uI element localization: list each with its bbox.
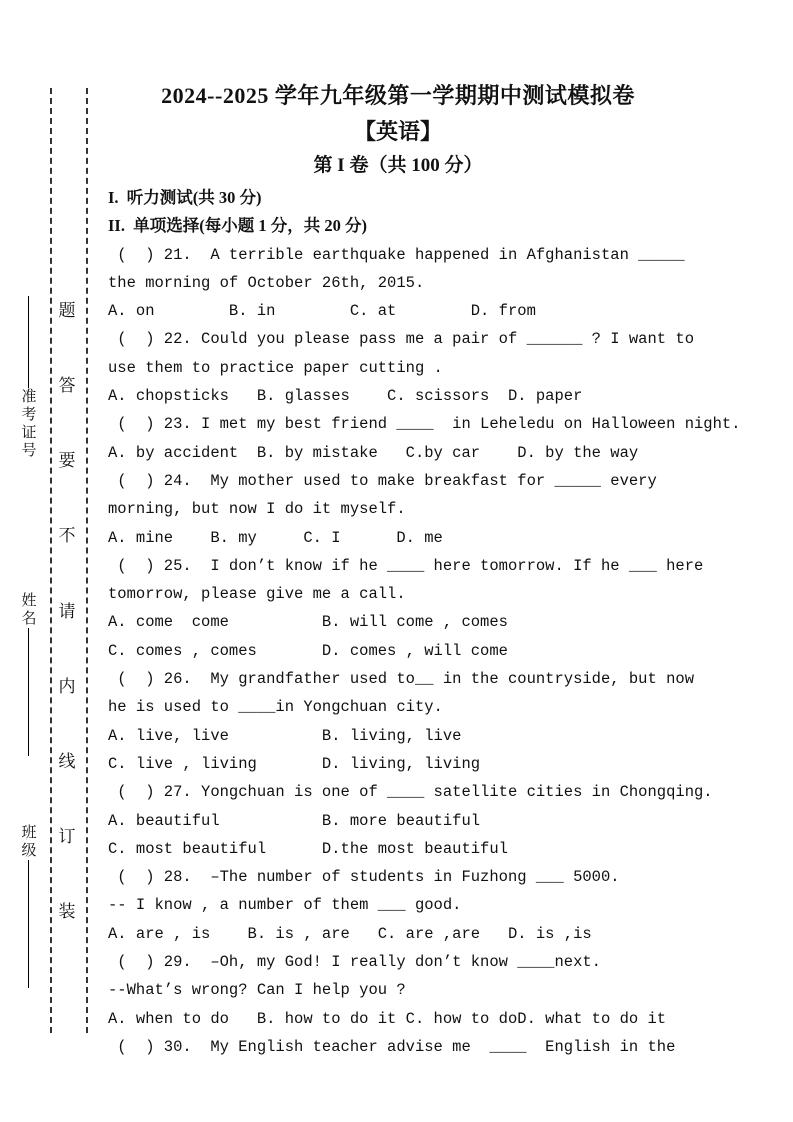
option-line: A. are , is B. is , are C. are ,are D. is ,is (108, 924, 592, 943)
seal-char: 订 (58, 826, 76, 846)
seal-char: 答 (58, 376, 76, 396)
question-line: ( ) 22. Could you please pass me a pair of ______ ? I want to (108, 330, 694, 349)
field-label-name: 姓名 (19, 592, 36, 628)
question-line: ( ) 24. My mother used to make breakfast for _____ every (108, 471, 657, 490)
option-line: C. live , living D. living, living (108, 754, 481, 773)
option-line: A. live, live B. living, live (108, 726, 462, 745)
exam-body (108, 184, 780, 1061)
question-line: ( ) 28. –The number of students in Fuzhong ___ 5000. (108, 868, 620, 887)
question-continuation-line: morning, but now I do it myself. (108, 500, 406, 519)
question-line: ( ) 23. I met my best friend ____ in Leheledu on Halloween night. (108, 415, 741, 434)
option-line: A. chopsticks B. glasses C. scissors D. paper (108, 387, 583, 406)
seal-char: 装 (58, 902, 76, 921)
option-line: C. comes , comes D. comes , will come (108, 641, 508, 660)
exam-header (108, 78, 688, 182)
seal-char: 内 (58, 676, 76, 696)
field-label-class: 班级 (19, 824, 36, 860)
option-line: A. on B. in C. at D. from (108, 302, 536, 321)
question-continuation-line: --What’s wrong? Can I help you ? (108, 981, 406, 1000)
question-continuation-line: tomorrow, please give me a call. (108, 585, 406, 604)
question-line: ( ) 25. I don’t know if he ____ here tomorrow. If he ___ here (108, 556, 704, 575)
option-line: A. when to do B. how to do it C. how to doD. what to do it (108, 1009, 667, 1028)
section-heading: I. 听力测试(共 30 分) (108, 188, 262, 207)
exam-number-field (15, 296, 41, 460)
question-line: ( ) 21. A terrible earthquake happened in Afghanistan _____ (108, 245, 685, 264)
seal-char: 要 (58, 451, 76, 471)
exam-volume: 第 I 卷（共 100 分） (313, 155, 483, 176)
name-field (15, 592, 41, 756)
seal-char: 题 (58, 301, 76, 320)
question-line: ( ) 26. My grandfather used to__ in the countryside, but now (108, 670, 694, 689)
blank-line (28, 628, 29, 756)
exam-title: 2024--2025 学年九年级第一学期期中测试模拟卷 (161, 83, 635, 108)
question-continuation-line: he is used to ____in Yongchuan city. (108, 698, 443, 717)
binding-dashed-line-right (86, 88, 88, 1033)
seal-char: 线 (58, 751, 76, 771)
exam-content (108, 78, 780, 1061)
option-line: A. mine B. my C. I D. me (108, 528, 443, 547)
binding-dashed-line-left (50, 88, 52, 1033)
option-line: C. most beautiful D.the most beautiful (108, 839, 508, 858)
section-heading: II. 单项选择(每小题 1 分，共 20 分) (108, 216, 367, 236)
option-line: A. by accident B. by mistake C.by car D. by the way (108, 443, 639, 462)
question-continuation-line: the morning of October 26th, 2015. (108, 273, 425, 292)
option-line: A. beautiful B. more beautiful (108, 811, 481, 830)
option-line: A. come come B. will come , comes (108, 613, 508, 632)
seal-char: 请 (58, 601, 76, 621)
question-continuation-line: use them to practice paper cutting . (108, 358, 443, 377)
question-line: ( ) 29. –Oh, my God! I really don’t know ____next. (108, 953, 601, 972)
field-label-exam-number: 准考证号 (19, 388, 36, 460)
question-line: ( ) 27. Yongchuan is one of ____ satellite cities in Chongqing. (108, 783, 713, 802)
class-field (15, 824, 41, 988)
blank-line (28, 296, 29, 388)
seal-text-column (55, 302, 79, 920)
exam-subject: 【英语】 (353, 119, 442, 144)
blank-line (28, 860, 29, 988)
question-line: ( ) 30. My English teacher advise me ____ English in the (108, 1037, 676, 1056)
seal-char: 不 (58, 526, 76, 546)
question-continuation-line: -- I know , a number of them ___ good. (108, 896, 462, 915)
